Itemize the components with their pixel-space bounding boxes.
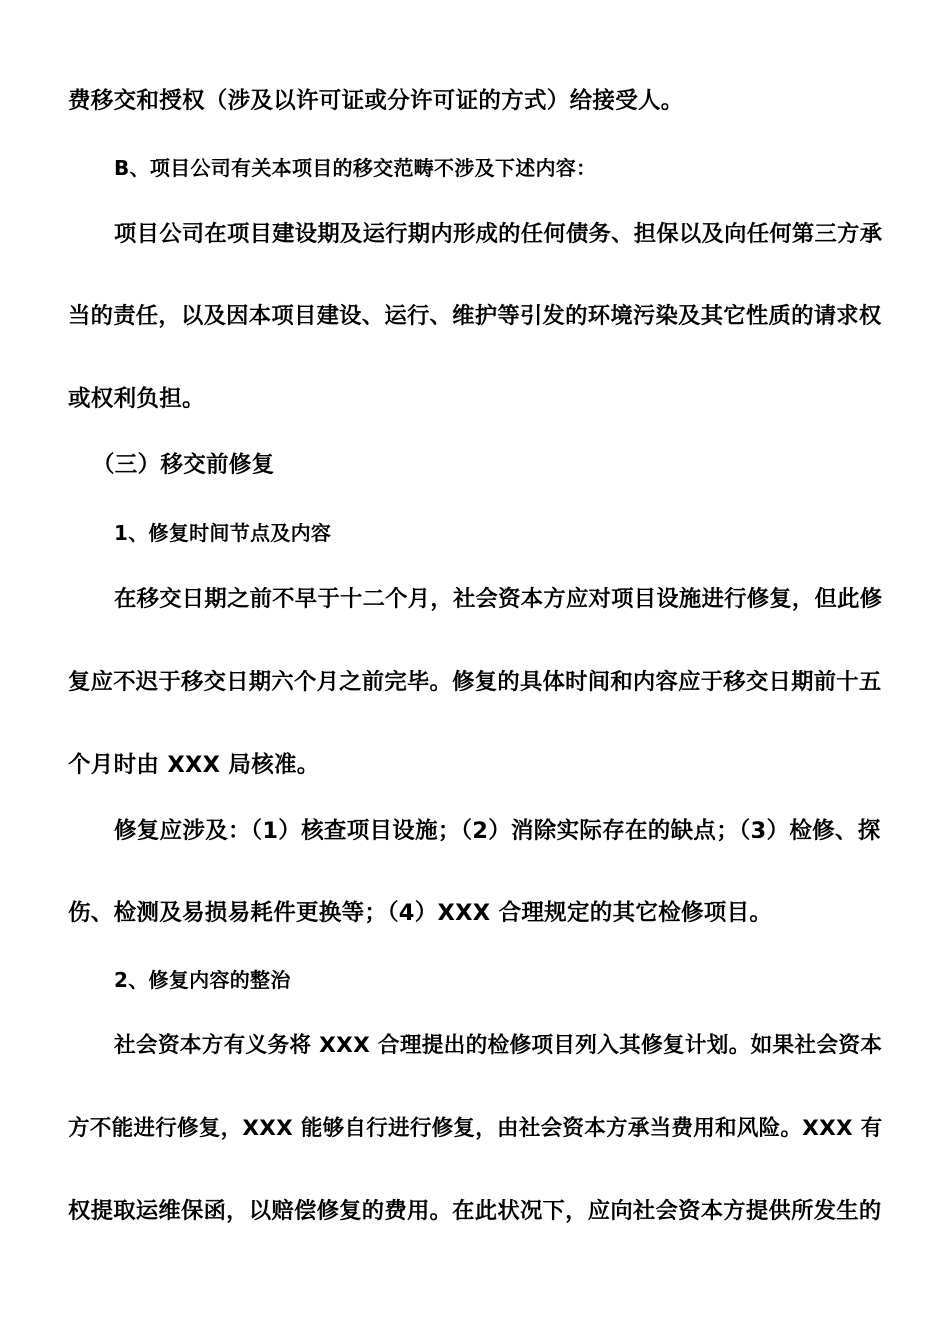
paragraph-line: 当的责任，以及因本项目建设、运行、维护等引发的环境污染及其它性质的请求权 bbox=[68, 303, 882, 329]
paragraph-line: 项目公司在项目建设期及运行期内形成的任何债务、担保以及向任何第三方承 bbox=[114, 221, 883, 247]
paragraph-line: 复应不迟于移交日期六个月之前完毕。修复的具体时间和内容应于移交日期前十五 bbox=[68, 669, 882, 695]
item-b-heading: B、项目公司有关本项目的移交范畴不涉及下述内容： bbox=[114, 156, 597, 180]
section-heading: （三）移交前修复 bbox=[92, 452, 275, 478]
subsection-heading: 1、修复时间节点及内容 bbox=[114, 521, 332, 545]
paragraph-line: 个月时由 XXX 局核准。 bbox=[68, 752, 320, 778]
subsection-heading: 2、修复内容的整治 bbox=[114, 968, 291, 992]
paragraph-line: 在移交日期之前不早于十二个月，社会资本方应对项目设施进行修复，但此修 bbox=[114, 586, 883, 612]
paragraph-line: 权提取运维保函，以赔偿修复的费用。在此状况下，应向社会资本方提供所发生的 bbox=[68, 1198, 882, 1224]
paragraph-line: 费移交和授权（涉及以许可证或分许可证的方式）给接受人。 bbox=[68, 88, 684, 114]
paragraph-line: 修复应涉及：（1）核查项目设施；（2）消除实际存在的缺点；（3）检修、探 bbox=[114, 818, 881, 844]
paragraph-line: 方不能进行修复，XXX 能够自行进行修复，由社会资本方承当费用和风险。XXX 有 bbox=[68, 1116, 883, 1141]
paragraph-line: 或权利负担。 bbox=[68, 386, 205, 412]
paragraph-line: 社会资本方有义务将 XXX 合理提出的检修项目列入其修复计划。如果社会资本 bbox=[114, 1033, 883, 1058]
paragraph-line: 伤、检测及易损易耗件更换等；（4）XXX 合理规定的其它检修项目。 bbox=[68, 900, 773, 926]
